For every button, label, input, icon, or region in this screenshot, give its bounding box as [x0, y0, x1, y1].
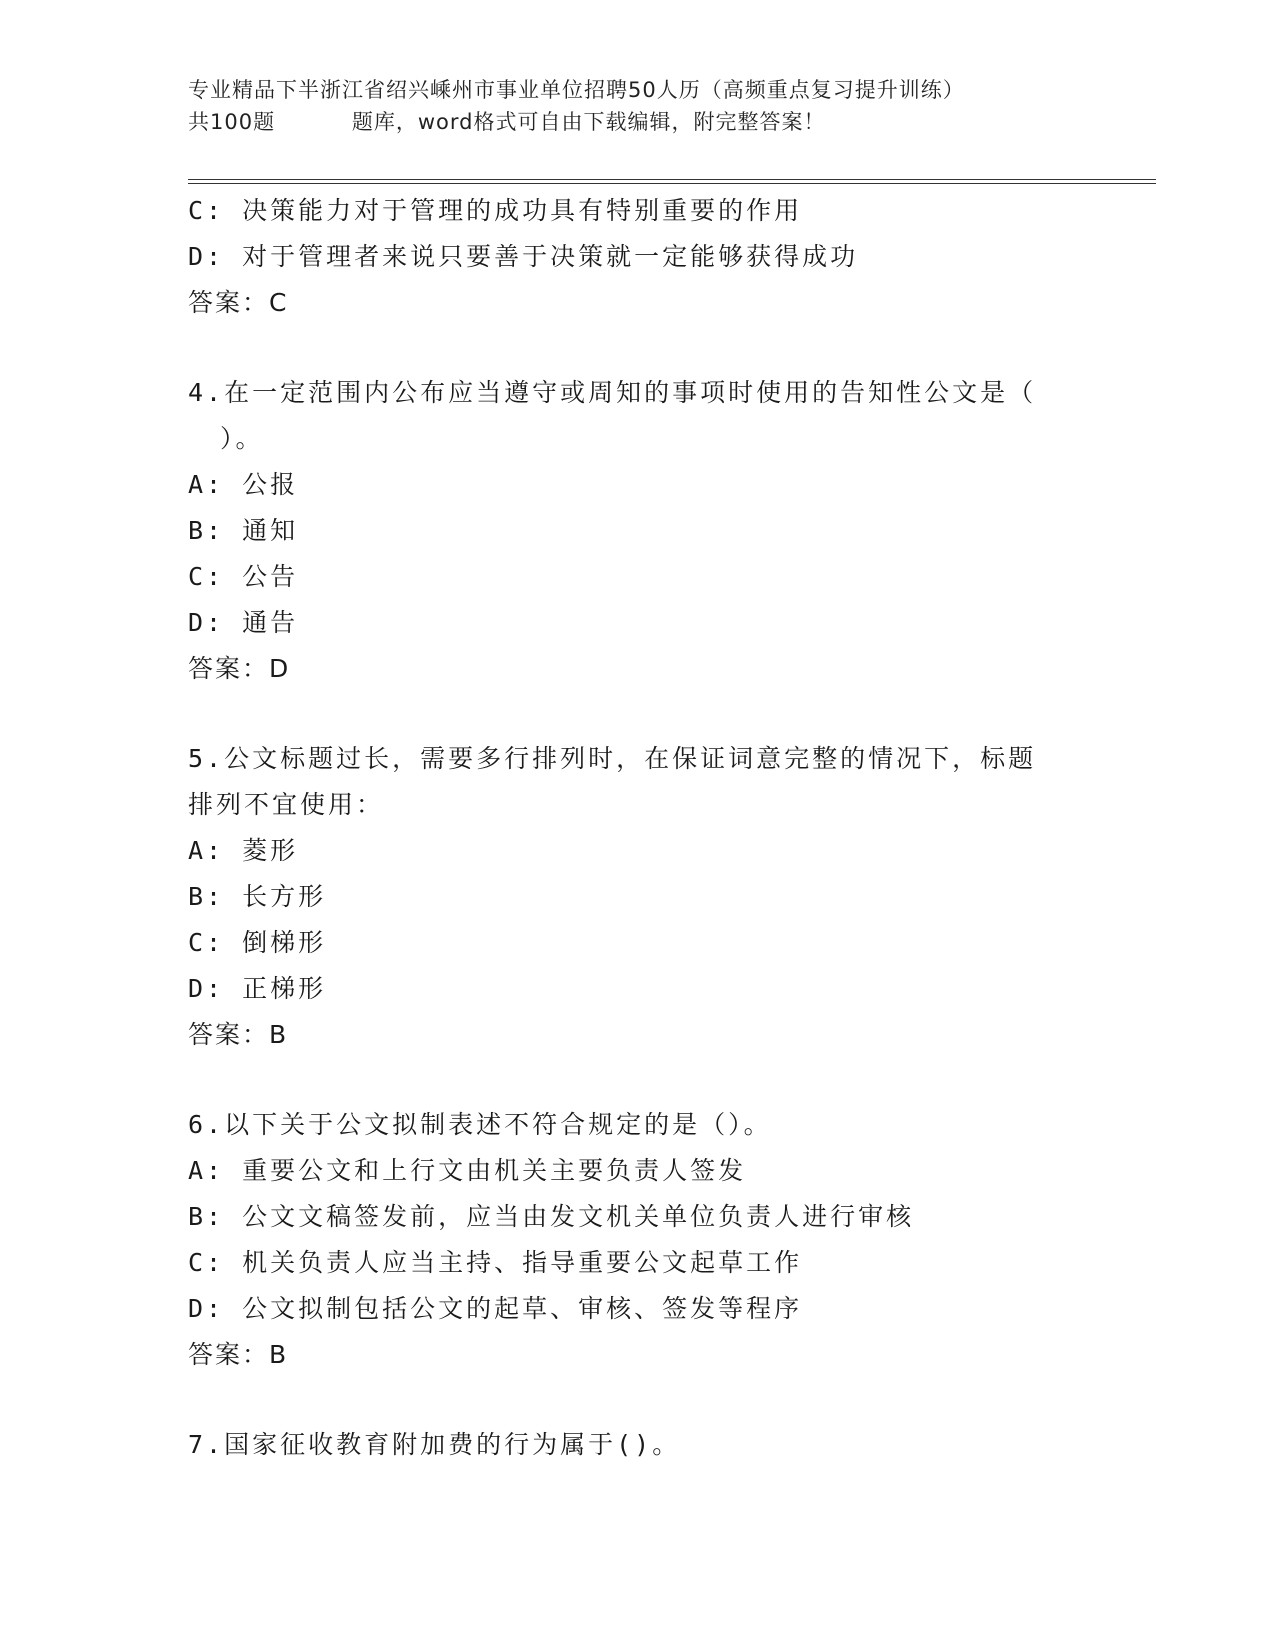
option-b: B: 长方形 — [188, 882, 327, 911]
question-3-tail — [188, 188, 1088, 326]
answer-line: 答案：D — [188, 654, 291, 683]
option-a: A: 重要公文和上行文由机关主要负责人签发 — [188, 1156, 747, 1185]
option-d: D: 通告 — [188, 608, 299, 637]
header-title-line: 专业精品下半浙江省绍兴嵊州市事业单位招聘50人历（高频重点复习提升训练） — [188, 78, 965, 102]
option-c: C: 倒梯形 — [188, 928, 327, 957]
spacer — [188, 1058, 1088, 1102]
question-stem: 5.公文标题过长，需要多行排列时，在保证词意完整的情况下，标题 — [188, 744, 1037, 773]
question-5 — [188, 736, 1088, 1058]
header-divider-bottom — [188, 183, 1156, 184]
spacer — [188, 326, 1088, 370]
option-d: D: 公文拟制包括公文的起草、审核、签发等程序 — [188, 1294, 803, 1323]
option-b: B: 通知 — [188, 516, 299, 545]
option-c: C: 公告 — [188, 562, 299, 591]
option-a: A: 菱形 — [188, 836, 299, 865]
question-stem: 7.国家征收教育附加费的行为属于()。 — [188, 1430, 681, 1459]
question-stem: 6.以下关于公文拟制表述不符合规定的是（）。 — [188, 1110, 772, 1139]
question-stem: 4.在一定范围内公布应当遵守或周知的事项时使用的告知性公文是（ — [188, 378, 1037, 407]
option-d: D: 正梯形 — [188, 974, 327, 1003]
question-7 — [188, 1422, 1088, 1468]
question-stem-continued: ）。 — [220, 424, 264, 453]
document-header — [188, 74, 1088, 138]
header-subtitle-line: 共100题 题库，word格式可自由下载编辑，附完整答案！ — [188, 110, 826, 134]
question-stem-continued: 排列不宜使用： — [188, 790, 385, 819]
question-6 — [188, 1102, 1088, 1378]
answer-line: 答案：B — [188, 1340, 289, 1369]
option-b: B: 公文文稿签发前，应当由发文机关单位负责人进行审核 — [188, 1202, 915, 1231]
option-d: D: 对于管理者来说只要善于决策就一定能够获得成功 — [188, 242, 859, 271]
header-divider-top — [188, 179, 1156, 180]
spacer — [188, 1378, 1088, 1422]
answer-line: 答案：B — [188, 1020, 289, 1049]
answer-line: 答案：C — [188, 288, 289, 317]
question-list — [188, 188, 1088, 1468]
option-c: C: 决策能力对于管理的成功具有特别重要的作用 — [188, 196, 803, 225]
option-a: A: 公报 — [188, 470, 299, 499]
question-4 — [188, 370, 1088, 692]
option-c: C: 机关负责人应当主持、指导重要公文起草工作 — [188, 1248, 803, 1277]
spacer — [188, 692, 1088, 736]
